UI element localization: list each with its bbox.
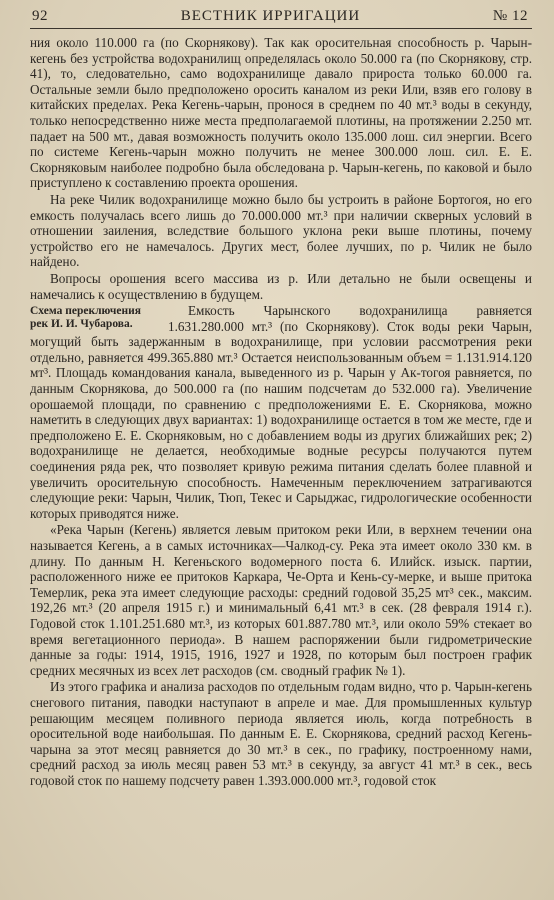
margin-note: Схема переключения рек И. И. Чубарова. — [30, 305, 141, 331]
article-body — [30, 35, 532, 789]
paragraph-5: «Река Чарын (Кегень) является левым притоком реки Или, в верхнем течении она называется Кегень, а в самых источниках—Чалкод-су. Река эта имеет около 330 км. в длину. По данным Н. Кегеньского водомерного поста 6. Илийск. изыск. партии, расположенного ниже ее притоков Каркара, Че-Орта и Кень-су-мерке, и выше притока Темерлик, река эта имеет следующие расходы: средний годовой 35,25 мт³ сек., максим. 192,26 мт.³ (20 апреля 1915 г.) и минимальный 6,41 мт.³ в сек. (28 февраля 1914 г.). Годовой сток 1.101.251.680 мт.³, из которых 601.887.780 мт.³, или около 59% стекает во время вегетационного периода». В нашем распоряжении были гидрометрические данные за годы: 1914, 1915, 1916, 1927 и 1928, по которым был построен график средних месячных из всех лет расходов (см. сводный график № 1). — [30, 522, 532, 678]
page-number: 92 — [32, 8, 48, 24]
paragraph-4-text: Емкость Чарынского водохранилища равняется 1.631.280.000 мт.³ (по Скорнякову). Сток воды реки Чарын, могущий быть задержанным в водохранилище, при условии рассмотрения реки отдельно, равняется 499.365.880 мт.³ Остается неиспользованным объем = 1.131.914.120 мт³. Площадь командования канала, выведенного из р. Чарын у Ак-тогоя равняется, по данным Скорнякова, до 500.000 га (по нашим подсчетам до 532.000 га). Увеличение орошаемой площади, по сравнению с предположениями Е. Е. Скорнякова, можно наметить в следующих двух вариантах: 1) водохранилище остается в том же месте, где и предположено Е. Е. Скорняковым, но с добавлением воды из других ближайших рек; 2) водохранилище не делается, необходимые водные ресурсы получаются путем соединения ряда рек, что позволяет кривую режима питания сделать более плавной и увеличить оросительную способность. Намеченным переключением затрагиваются следующие реки: Чарын, Чилик, Тюп, Текес и Сарыджас, гидрологические особенности которых приводятся ниже. — [30, 303, 532, 521]
paragraph-4 — [30, 303, 532, 521]
paragraph-6: Из этого графика и анализа расходов по отдельным годам видно, что р. Чарын-кегень снегового питания, паводки наступают в апреле и мае. Для промышленных культур решающим месяцем поливного периода является июль, когда потребность в оросительной воде наибольшая. По данным Е. Е. Скорнякова, средний расход Кегень-чарына за этот месяц равняется до 30 мт.³ в сек., по графику, построенному нами, средний расход за июль месяц равен 53 мт.³ в секунду, за август 41 мт.³ в сек., весь годовой сток по нашему подсчету равен 1.393.000.000 мт.³, годовой сток — [30, 679, 532, 788]
paragraph-1: ния около 110.000 га (по Скорнякову). Так как оросительная способность р. Чарын-кегень без устройства водохранилищ определялась около 50.000 га (по Скорнякову, стр. 41), то, следовательно, само водохранилище давало прироста только 60.000 га. Остальные земли было предположено оросить каналом из реки Или, взяв его голову в китайских пределах. Река Кегень-чарын, пронося в среднем по 40 мт.³ воды в секунду, только непосредственно ниже места предполагаемой плотины, на протяжении 2.250 мт. падает на 500 мт., давая возможность получить около 135.000 лош. сил энергии. Всего по системе Кегень-чарын можно получить не менее 300.000 лош. сил. Е. Е. Скорняковым наиболее подробно была обследована р. Чарын-кегень, по каковой и было приступлено к составлению проекта орошения. — [30, 35, 532, 191]
issue-number: № 12 — [492, 8, 528, 24]
paragraph-2: На реке Чилик водохранилище можно было бы устроить в районе Бортогоя, но его емкость получалась всего лишь до 70.000.000 мт.³ при наличии скверных условий в отношении заиления, вследствие большого уклона реки выше плотины, почему устройство его не намечалось. Других мест, более лучших, по р. Чилик не было найдено. — [30, 191, 532, 270]
journal-title: ВЕСТНИК ИРРИГАЦИИ — [180, 8, 361, 24]
paragraph-3: Вопросы орошения всего массива из р. Или детально не были освещены и намечались к осуществлению в будущем. — [30, 270, 532, 302]
running-header — [30, 8, 532, 29]
